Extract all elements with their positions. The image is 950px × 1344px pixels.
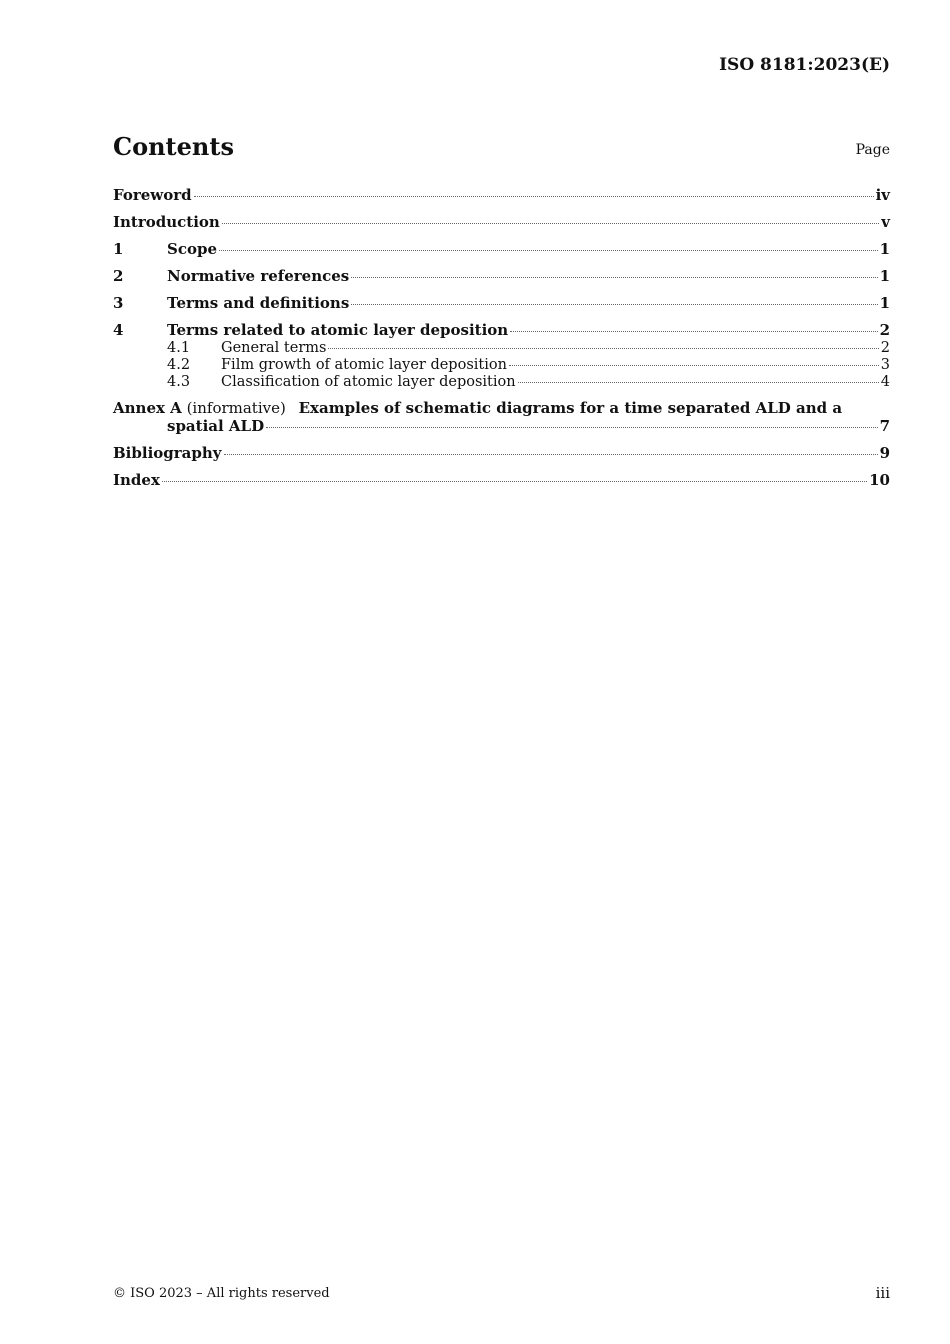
annex-id: Annex A bbox=[113, 399, 182, 417]
toc-entry-page: 4 bbox=[880, 374, 890, 390]
table-of-contents bbox=[113, 186, 890, 498]
toc-entry-number: 2 bbox=[113, 267, 124, 285]
toc-entry-terms-and-definitions[interactable] bbox=[113, 294, 890, 312]
leader-dots bbox=[328, 348, 878, 349]
toc-entry-page: 1 bbox=[879, 240, 890, 258]
toc-entry-number: 4.1 bbox=[167, 340, 191, 356]
toc-entry-page: 1 bbox=[879, 294, 890, 312]
toc-entry-label: General terms bbox=[221, 340, 327, 356]
annex-title-line2: spatial ALD bbox=[167, 417, 265, 435]
toc-entry-page: 1 bbox=[879, 267, 890, 285]
toc-entry-normative-references[interactable] bbox=[113, 267, 890, 285]
toc-entry-label: Classification of atomic layer deposition bbox=[221, 374, 516, 390]
leader-dots bbox=[219, 250, 878, 251]
toc-entry-number: 4 bbox=[113, 321, 124, 339]
toc-entry-label: Film growth of atomic layer deposition bbox=[221, 357, 507, 373]
toc-entry-page: 10 bbox=[869, 471, 890, 489]
toc-entry-number: 1 bbox=[113, 240, 124, 258]
toc-entry-index[interactable] bbox=[113, 471, 890, 489]
toc-entry-page: 7 bbox=[879, 417, 890, 435]
toc-entry-bibliography[interactable] bbox=[113, 444, 890, 462]
document-id: ISO 8181:2023(E) bbox=[719, 55, 890, 75]
annex-title-line1: Examples of schematic diagrams for a time separated ALD and a bbox=[298, 399, 843, 417]
annex-type: (informative) bbox=[186, 399, 286, 417]
leader-dots bbox=[222, 223, 879, 224]
leader-dots bbox=[351, 304, 877, 305]
leader-dots bbox=[510, 331, 877, 332]
toc-entry-label: Index bbox=[113, 471, 160, 489]
toc-entry-page: iv bbox=[875, 186, 890, 204]
copyright-notice: © ISO 2023 – All rights reserved bbox=[113, 1286, 330, 1301]
toc-subentry-general-terms[interactable] bbox=[113, 340, 890, 356]
toc-entry-scope[interactable] bbox=[113, 240, 890, 258]
leader-dots bbox=[266, 427, 877, 428]
toc-entry-page: 2 bbox=[880, 340, 890, 356]
toc-entry-page: 2 bbox=[879, 321, 890, 339]
toc-entry-number: 3 bbox=[113, 294, 124, 312]
toc-entry-page: 3 bbox=[880, 357, 890, 373]
toc-entry-page: 9 bbox=[879, 444, 890, 462]
leader-dots bbox=[194, 196, 874, 197]
toc-entry-label: Bibliography bbox=[113, 444, 222, 462]
page-column-label: Page bbox=[855, 142, 890, 158]
leader-dots bbox=[351, 277, 877, 278]
toc-entry-introduction[interactable] bbox=[113, 213, 890, 231]
leader-dots bbox=[509, 365, 879, 366]
toc-entry-label: Terms and definitions bbox=[167, 294, 350, 312]
toc-entry-foreword[interactable] bbox=[113, 186, 890, 204]
toc-entry-label: Terms related to atomic layer deposition bbox=[167, 321, 509, 339]
toc-entry-label: Normative references bbox=[167, 267, 350, 285]
leader-dots bbox=[518, 382, 879, 383]
toc-entry-label: Foreword bbox=[113, 186, 192, 204]
toc-entry-number: 4.3 bbox=[167, 374, 191, 390]
toc-entry-label: Scope bbox=[167, 240, 218, 258]
page-number: iii bbox=[875, 1284, 890, 1302]
toc-entry-page: v bbox=[881, 213, 890, 231]
toc-entry-annex-a[interactable] bbox=[113, 399, 890, 435]
contents-title: Contents bbox=[113, 132, 234, 161]
toc-subentry-film-growth[interactable] bbox=[113, 357, 890, 373]
toc-entry-ald-terms[interactable] bbox=[113, 321, 890, 339]
leader-dots bbox=[162, 481, 867, 482]
leader-dots bbox=[224, 454, 878, 455]
toc-entry-number: 4.2 bbox=[167, 357, 191, 373]
toc-entry-label: Introduction bbox=[113, 213, 220, 231]
toc-subentry-classification[interactable] bbox=[113, 374, 890, 390]
